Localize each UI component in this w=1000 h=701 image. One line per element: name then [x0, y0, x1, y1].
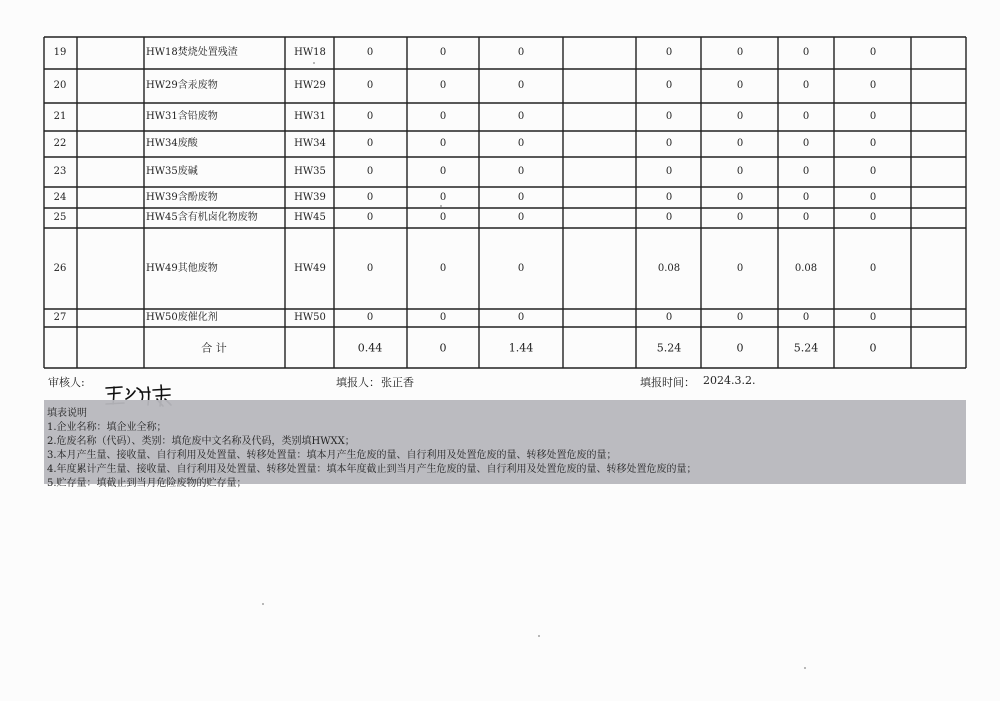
waste-name: HW29含汞废物 — [146, 80, 218, 91]
value-cell: 0 — [517, 111, 525, 122]
value-cell: 0 — [665, 47, 673, 58]
value-cell: 0 — [869, 80, 877, 91]
scan-speck — [440, 205, 442, 207]
date-label: 填报时间： — [640, 376, 695, 389]
row-number: 25 — [53, 212, 67, 223]
total-value: 0 — [736, 341, 744, 355]
value-cell: 0 — [517, 192, 525, 203]
value-cell: 0 — [665, 312, 673, 323]
filler-name: 张正香 — [381, 376, 414, 389]
value-cell: 0 — [517, 212, 525, 223]
total-value: 1.44 — [508, 341, 534, 355]
value-cell: 0 — [736, 111, 744, 122]
value-cell: 0 — [869, 111, 877, 122]
value-cell: 0 — [802, 47, 810, 58]
value-cell: 0 — [869, 212, 877, 223]
value-cell: 0 — [736, 138, 744, 149]
value-cell: 0 — [366, 263, 374, 274]
value-cell: 0 — [802, 212, 810, 223]
instruction-line: 2.危废名称（代码）、类别：填危废中文名称及代码，类别填HWXX； — [47, 436, 355, 447]
value-cell: 0 — [439, 138, 447, 149]
waste-code: HW35 — [294, 166, 326, 177]
value-cell: 0 — [665, 138, 673, 149]
value-cell: 0 — [736, 263, 744, 274]
row-number: 23 — [53, 166, 67, 177]
value-cell: 0 — [802, 80, 810, 91]
value-cell: 0 — [366, 212, 374, 223]
value-cell: 0 — [439, 80, 447, 91]
value-cell: 0 — [517, 312, 525, 323]
row-number: 26 — [53, 263, 67, 274]
value-cell: 0 — [517, 80, 525, 91]
waste-code: HW45 — [294, 212, 326, 223]
value-cell: 0 — [802, 192, 810, 203]
value-cell: 0 — [439, 47, 447, 58]
scan-speck — [313, 62, 315, 64]
value-cell: 0 — [366, 111, 374, 122]
row-number: 20 — [53, 80, 67, 91]
value-cell: 0 — [869, 312, 877, 323]
value-cell: 0 — [802, 312, 810, 323]
value-cell: 0 — [366, 192, 374, 203]
filler-label: 填报人： — [336, 376, 380, 389]
value-cell: 0.08 — [657, 263, 681, 274]
value-cell: 0 — [802, 111, 810, 122]
value-cell: 0 — [439, 111, 447, 122]
waste-code: HW31 — [294, 111, 326, 122]
value-cell: 0 — [366, 47, 374, 58]
value-cell: 0 — [869, 166, 877, 177]
instruction-line: 1.企业名称：填企业全称； — [47, 422, 167, 433]
total-value: 5.24 — [656, 341, 682, 355]
instructions-title: 填表说明 — [47, 408, 87, 419]
row-number: 21 — [53, 111, 67, 122]
value-cell: 0 — [736, 166, 744, 177]
value-cell: 0 — [517, 166, 525, 177]
instruction-line: 3.本月产生量、接收量、自行利用及处置量、转移处置量：填本月产生危废的量、自行利用及处置危废的量、转移处置危废的量； — [47, 450, 617, 461]
scan-speck — [538, 635, 540, 637]
value-cell: 0 — [802, 138, 810, 149]
value-cell: 0 — [517, 263, 525, 274]
waste-code: HW29 — [294, 80, 326, 91]
value-cell: 0 — [665, 166, 673, 177]
value-cell: 0 — [517, 47, 525, 58]
total-value: 0.44 — [357, 341, 383, 355]
waste-code: HW34 — [294, 138, 326, 149]
value-cell: 0 — [869, 138, 877, 149]
waste-name: HW35废碱 — [146, 166, 198, 177]
instruction-line: 5.贮存量：填截止到当月危险废物的贮存量； — [47, 478, 247, 489]
value-cell: 0 — [366, 166, 374, 177]
value-cell: 0 — [439, 166, 447, 177]
value-cell: 0 — [736, 80, 744, 91]
value-cell: 0 — [366, 312, 374, 323]
value-cell: 0 — [869, 263, 877, 274]
total-value: 0 — [869, 341, 877, 355]
waste-name: HW39含酚废物 — [146, 192, 218, 203]
total-label: 合 计 — [201, 341, 227, 355]
value-cell: 0.08 — [794, 263, 818, 274]
row-number: 19 — [53, 47, 67, 58]
row-number: 24 — [53, 192, 67, 203]
value-cell: 0 — [736, 212, 744, 223]
value-cell: 0 — [517, 138, 525, 149]
value-cell: 0 — [439, 212, 447, 223]
waste-name: HW50废催化剂 — [146, 312, 218, 323]
value-cell: 0 — [736, 312, 744, 323]
value-cell: 0 — [439, 263, 447, 274]
value-cell: 0 — [802, 166, 810, 177]
waste-code: HW50 — [294, 312, 326, 323]
value-cell: 0 — [439, 192, 447, 203]
value-cell: 0 — [736, 192, 744, 203]
value-cell: 0 — [439, 312, 447, 323]
scan-speck — [262, 603, 264, 605]
value-cell: 0 — [869, 192, 877, 203]
value-cell: 0 — [665, 212, 673, 223]
row-number: 22 — [53, 138, 67, 149]
row-number: 27 — [53, 312, 67, 323]
waste-name: HW45含有机卤化物废物 — [146, 212, 258, 223]
waste-name: HW18焚烧处置残渣 — [146, 47, 238, 58]
value-cell: 0 — [665, 80, 673, 91]
value-cell: 0 — [665, 192, 673, 203]
waste-code: HW18 — [294, 47, 326, 58]
value-cell: 0 — [736, 47, 744, 58]
date-value: 2024.3.2. — [703, 374, 756, 387]
instruction-line: 4.年度累计产生量、接收量、自行利用及处置量、转移处置量：填本年度截止到当月产生危废的量、自行利用及处置危废的量、转移处置危废的量； — [47, 464, 697, 475]
reviewer-label: 审核人: — [48, 376, 85, 389]
waste-name: HW34废酸 — [146, 138, 198, 149]
total-value: 5.24 — [793, 341, 819, 355]
waste-name: HW31含铅废物 — [146, 111, 218, 122]
value-cell: 0 — [366, 138, 374, 149]
waste-code: HW39 — [294, 192, 326, 203]
value-cell: 0 — [366, 80, 374, 91]
waste-name: HW49其他废物 — [146, 263, 218, 274]
value-cell: 0 — [665, 111, 673, 122]
scan-speck — [804, 667, 806, 669]
total-value: 0 — [439, 341, 447, 355]
waste-code: HW49 — [294, 263, 326, 274]
value-cell: 0 — [869, 47, 877, 58]
